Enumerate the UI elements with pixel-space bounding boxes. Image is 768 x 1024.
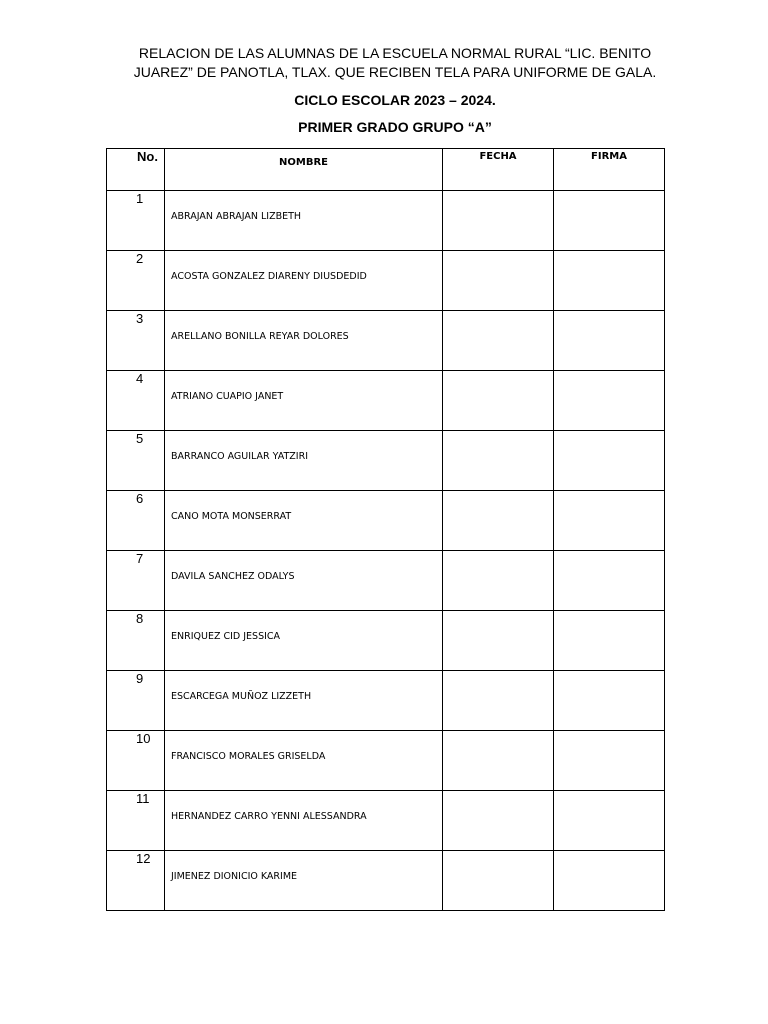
row-number-cell — [107, 431, 165, 491]
student-name: ATRIANO CUAPIO JANET — [171, 391, 284, 402]
signature-cell[interactable] — [554, 731, 665, 791]
row-number: 8 — [136, 611, 144, 626]
student-name: JIMENEZ DIONICIO KARIME — [171, 871, 298, 882]
signature-cell[interactable] — [554, 311, 665, 371]
date-cell[interactable] — [443, 251, 554, 311]
date-cell[interactable] — [443, 431, 554, 491]
row-number: 1 — [136, 191, 144, 206]
date-cell[interactable] — [443, 311, 554, 371]
table-row — [107, 191, 665, 251]
row-number: 11 — [136, 791, 150, 806]
table-row — [107, 491, 665, 551]
student-name-cell — [165, 611, 443, 671]
student-name: FRANCISCO MORALES GRISELDA — [171, 751, 326, 762]
row-number: 9 — [136, 671, 144, 686]
signature-cell[interactable] — [554, 251, 665, 311]
student-name: ARELLANO BONILLA REYAR DOLORES — [171, 331, 349, 342]
row-number-cell — [107, 191, 165, 251]
table-row — [107, 731, 665, 791]
table-row — [107, 551, 665, 611]
header-no: No. — [107, 149, 165, 191]
student-name-cell — [165, 491, 443, 551]
row-number-cell — [107, 611, 165, 671]
student-name: ENRIQUEZ CID JESSICA — [171, 631, 281, 642]
signature-cell[interactable] — [554, 191, 665, 251]
table-row — [107, 611, 665, 671]
row-number: 5 — [136, 431, 144, 446]
signature-cell[interactable] — [554, 371, 665, 431]
signature-cell[interactable] — [554, 611, 665, 671]
row-number-cell — [107, 731, 165, 791]
table-row — [107, 251, 665, 311]
date-cell[interactable] — [443, 371, 554, 431]
row-number-cell — [107, 851, 165, 911]
row-number: 7 — [136, 551, 144, 566]
document-title: RELACION DE LAS ALUMNAS DE LA ESCUELA NORMAL RURAL “LIC. BENITO JUAREZ” DE PANOTLA, TLAX. QUE RECIBEN TELA PARA UNIFORME DE GALA. — [133, 45, 657, 80]
row-number-cell — [107, 251, 165, 311]
group-heading: PRIMER GRADO GRUPO “A” — [298, 119, 492, 135]
student-name-cell — [165, 671, 443, 731]
signature-cell[interactable] — [554, 431, 665, 491]
signature-cell[interactable] — [554, 551, 665, 611]
row-number: 6 — [136, 491, 144, 506]
student-name-cell — [165, 371, 443, 431]
student-name-cell — [165, 311, 443, 371]
date-cell[interactable] — [443, 491, 554, 551]
student-name: BARRANCO AGUILAR YATZIRI — [171, 451, 308, 462]
student-name: ACOSTA GONZALEZ DIARENY DIUSDEDID — [171, 271, 367, 282]
signature-cell[interactable] — [554, 491, 665, 551]
row-number-cell — [107, 491, 165, 551]
date-cell[interactable] — [443, 671, 554, 731]
student-name: HERNANDEZ CARRO YENNI ALESSANDRA — [171, 811, 367, 822]
student-name-cell — [165, 851, 443, 911]
signature-cell[interactable] — [554, 671, 665, 731]
date-cell[interactable] — [443, 731, 554, 791]
row-number: 3 — [136, 311, 144, 326]
header-firma: FIRMA — [554, 149, 665, 191]
row-number-cell — [107, 671, 165, 731]
row-number-cell — [107, 791, 165, 851]
row-number-cell — [107, 311, 165, 371]
header-nombre: NOMBRE — [165, 149, 443, 191]
student-name-cell — [165, 791, 443, 851]
row-number: 12 — [136, 851, 151, 866]
student-name-cell — [165, 251, 443, 311]
table-row — [107, 371, 665, 431]
student-name-cell — [165, 191, 443, 251]
date-cell[interactable] — [443, 611, 554, 671]
row-number: 10 — [136, 731, 151, 746]
signature-cell[interactable] — [554, 851, 665, 911]
student-name: ABRAJAN ABRAJAN LIZBETH — [171, 211, 302, 222]
table-header-row — [107, 149, 665, 191]
table-row — [107, 791, 665, 851]
student-name-cell — [165, 731, 443, 791]
table-row — [107, 851, 665, 911]
date-cell[interactable] — [443, 851, 554, 911]
row-number: 4 — [136, 371, 144, 386]
table-row — [107, 311, 665, 371]
date-cell[interactable] — [443, 791, 554, 851]
header-fecha: FECHA — [443, 149, 554, 191]
student-name-cell — [165, 431, 443, 491]
signature-cell[interactable] — [554, 791, 665, 851]
date-cell[interactable] — [443, 551, 554, 611]
student-name: DAVILA SANCHEZ ODALYS — [171, 571, 295, 582]
row-number-cell — [107, 371, 165, 431]
school-year-heading: CICLO ESCOLAR 2023 – 2024. — [294, 92, 496, 108]
student-name: CANO MOTA MONSERRAT — [171, 511, 292, 522]
student-name-cell — [165, 551, 443, 611]
students-table — [106, 148, 665, 911]
table-row — [107, 431, 665, 491]
date-cell[interactable] — [443, 191, 554, 251]
row-number: 2 — [136, 251, 144, 266]
row-number-cell — [107, 551, 165, 611]
student-name: ESCARCEGA MUÑOZ LIZZETH — [171, 691, 312, 702]
table-row — [107, 671, 665, 731]
